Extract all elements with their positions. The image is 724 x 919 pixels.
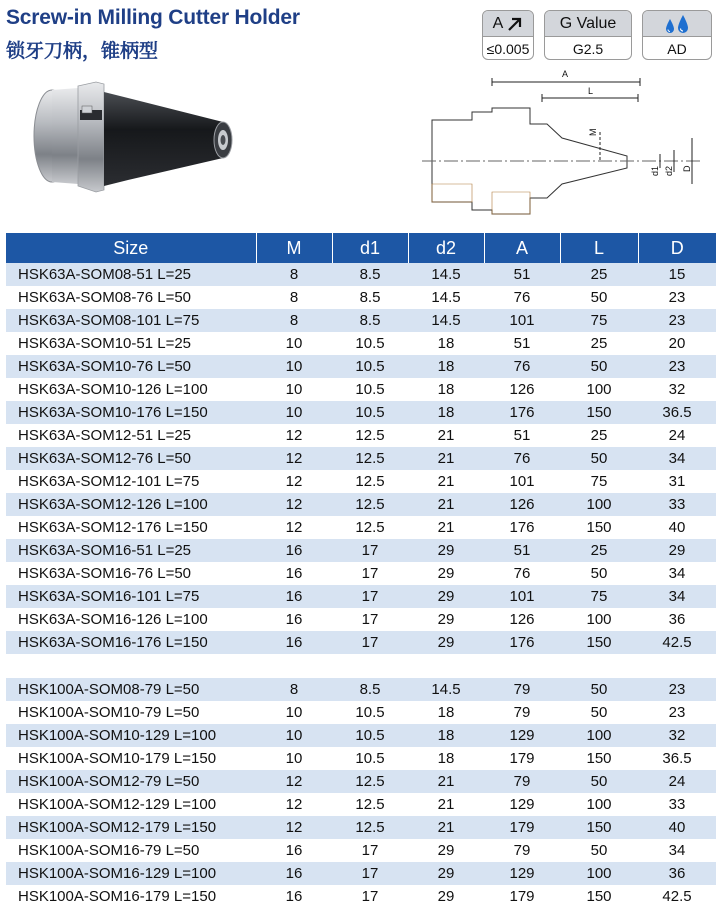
table-cell-m: 16 bbox=[256, 631, 332, 654]
table-cell-size: HSK63A-SOM12-126 L=100 bbox=[6, 493, 256, 516]
table-cell-size: HSK100A-SOM10-179 L=150 bbox=[18, 750, 217, 767]
table-row bbox=[6, 816, 716, 839]
table-cell-d: 23 bbox=[638, 355, 716, 378]
table-cell-a: 129 bbox=[484, 724, 560, 747]
table-cell-d1: 10.5 bbox=[355, 750, 385, 767]
table-cell-d1: 17 bbox=[332, 585, 408, 608]
table-row bbox=[6, 793, 716, 816]
table-cell-d1: 17 bbox=[332, 631, 408, 654]
table-cell-d: 20 bbox=[668, 335, 686, 352]
table-cell-a: 126 bbox=[484, 493, 560, 516]
table-cell-a: 79 bbox=[484, 770, 560, 793]
table-cell-d1: 12.5 bbox=[355, 519, 385, 536]
table-cell-d2: 21 bbox=[437, 427, 455, 444]
table-cell-d2: 14.5 bbox=[408, 678, 484, 701]
runout-arrow-icon bbox=[507, 16, 523, 32]
table-cell-d1: 10.5 bbox=[332, 355, 408, 378]
table-cell-size: HSK63A-SOM10-126 L=100 bbox=[18, 381, 208, 398]
table-cell-a: 126 bbox=[509, 611, 535, 628]
table-cell-size: HSK63A-SOM08-101 L=75 bbox=[6, 309, 256, 332]
table-cell-d1: 17 bbox=[361, 842, 379, 859]
table-cell-d: 36 bbox=[668, 611, 686, 628]
table-cell-m: 12 bbox=[256, 816, 332, 839]
table-cell-d: 23 bbox=[638, 309, 716, 332]
table-cell-a: 79 bbox=[484, 678, 560, 701]
table-cell-size: HSK63A-SOM12-101 L=75 bbox=[18, 473, 200, 490]
table-cell-m: 12 bbox=[285, 796, 303, 813]
table-cell-d: 42.5 bbox=[662, 888, 692, 905]
table-row bbox=[6, 286, 716, 309]
table-cell-d2: 29 bbox=[408, 585, 484, 608]
table-cell-d: 36.5 bbox=[662, 750, 692, 767]
spec-balance bbox=[544, 10, 632, 60]
table-cell-d: 34 bbox=[638, 585, 716, 608]
table-cell-l: 100 bbox=[586, 381, 612, 398]
drawing-label-a: A bbox=[562, 69, 569, 79]
table-cell-d2: 18 bbox=[408, 355, 484, 378]
table-cell-a: 176 bbox=[484, 401, 560, 424]
table-cell-size: HSK63A-SOM10-76 L=50 bbox=[6, 355, 256, 378]
table-cell-d1: 12.5 bbox=[332, 447, 408, 470]
table-cell-a: 101 bbox=[484, 585, 560, 608]
table-cell-d1: 12.5 bbox=[332, 493, 408, 516]
table-row bbox=[6, 355, 716, 378]
table-cell-d2: 14.5 bbox=[408, 263, 484, 286]
table-cell-size: HSK63A-SOM12-51 L=25 bbox=[18, 427, 192, 444]
table-cell-a: 179 bbox=[484, 816, 560, 839]
table-cell-l: 25 bbox=[590, 335, 608, 352]
table-cell-l: 150 bbox=[586, 888, 612, 905]
table-cell-l: 150 bbox=[560, 401, 638, 424]
drawing-label-d: D bbox=[682, 165, 692, 172]
table-row bbox=[6, 839, 716, 862]
table-cell-a: 176 bbox=[509, 519, 535, 536]
table-cell-size: HSK63A-SOM12-76 L=50 bbox=[6, 447, 256, 470]
table-cell-l: 150 bbox=[586, 750, 612, 767]
table-cell-l: 25 bbox=[560, 539, 638, 562]
table-row bbox=[6, 701, 716, 724]
table-cell-size: HSK63A-SOM10-176 L=150 bbox=[6, 401, 256, 424]
table-cell-a: 179 bbox=[509, 750, 535, 767]
table-cell-l: 150 bbox=[560, 631, 638, 654]
table-cell-a: 79 bbox=[513, 842, 531, 859]
table-row bbox=[6, 470, 716, 493]
table-cell-d2: 21 bbox=[437, 473, 455, 490]
table-row bbox=[6, 401, 716, 424]
table-cell-size: HSK63A-SOM16-101 L=75 bbox=[6, 585, 256, 608]
table-cell-d: 36.5 bbox=[638, 401, 716, 424]
table-cell-d1: 12.5 bbox=[332, 816, 408, 839]
table-cell-m: 12 bbox=[285, 427, 303, 444]
table-cell-d: 33 bbox=[638, 493, 716, 516]
table-body bbox=[6, 263, 716, 908]
table-cell-d2: 29 bbox=[437, 842, 455, 859]
table-cell-d: 40 bbox=[638, 816, 716, 839]
table-cell-l: 100 bbox=[586, 796, 612, 813]
table-row bbox=[6, 747, 716, 770]
table-cell-m: 12 bbox=[285, 473, 303, 490]
table-cell-d: 32 bbox=[638, 724, 716, 747]
table-cell-a: 126 bbox=[509, 381, 535, 398]
table-cell-a: 51 bbox=[513, 335, 531, 352]
table-cell-d2: 14.5 bbox=[431, 289, 461, 306]
table-row bbox=[6, 770, 716, 793]
table-cell-d2: 29 bbox=[408, 539, 484, 562]
table-cell-d: 42.5 bbox=[638, 631, 716, 654]
table-cell-d: 33 bbox=[668, 796, 686, 813]
table-cell-d1: 17 bbox=[332, 539, 408, 562]
table-cell-d2: 18 bbox=[437, 704, 455, 721]
table-cell-l: 75 bbox=[560, 309, 638, 332]
table-cell-d1: 12.5 bbox=[332, 770, 408, 793]
table-row bbox=[6, 447, 716, 470]
table-cell-size: HSK100A-SOM12-179 L=150 bbox=[6, 816, 256, 839]
column-header-m: M bbox=[256, 233, 332, 263]
table-cell-d2: 18 bbox=[408, 401, 484, 424]
table-cell-size: HSK100A-SOM12-79 L=50 bbox=[6, 770, 256, 793]
table-cell-l: 50 bbox=[590, 289, 608, 306]
page-title: Screw-in Milling Cutter Holder bbox=[6, 6, 300, 29]
table-cell-size: HSK63A-SOM12-176 L=150 bbox=[18, 519, 208, 536]
table-cell-d2: 18 bbox=[408, 724, 484, 747]
table-cell-d1: 8.5 bbox=[359, 289, 381, 306]
table-cell-d: 32 bbox=[668, 381, 686, 398]
table-cell-d2: 29 bbox=[408, 862, 484, 885]
column-header-a: A bbox=[484, 233, 560, 263]
table-cell-size: HSK63A-SOM10-51 L=25 bbox=[18, 335, 192, 352]
table-row bbox=[6, 516, 716, 539]
table-row bbox=[6, 724, 716, 747]
table-cell-l: 50 bbox=[560, 678, 638, 701]
table-cell-size: HSK100A-SOM16-79 L=50 bbox=[18, 842, 200, 859]
table-cell-a: 76 bbox=[513, 565, 531, 582]
table-row bbox=[6, 862, 716, 885]
table-cell-m: 10 bbox=[285, 335, 303, 352]
table-cell-a: 76 bbox=[484, 447, 560, 470]
table-cell-m: 8 bbox=[256, 263, 332, 286]
table-cell-l: 100 bbox=[586, 611, 612, 628]
separator-cell bbox=[6, 654, 716, 678]
table-cell-d1: 12.5 bbox=[355, 796, 385, 813]
table-cell-size: HSK63A-SOM16-126 L=100 bbox=[18, 611, 208, 628]
spec-runout-label: A bbox=[492, 14, 504, 32]
table-cell-d2: 29 bbox=[437, 611, 455, 628]
table-cell-d: 24 bbox=[638, 770, 716, 793]
table-cell-d2: 18 bbox=[437, 335, 455, 352]
table-cell-size: HSK63A-SOM08-76 L=50 bbox=[18, 289, 192, 306]
table-cell-l: 75 bbox=[590, 473, 608, 490]
table-cell-d1: 10.5 bbox=[332, 724, 408, 747]
table-cell-d1: 10.5 bbox=[355, 381, 385, 398]
coolant-drops-icon bbox=[665, 14, 689, 34]
spec-balance-value: G2.5 bbox=[572, 40, 604, 57]
table-cell-l: 50 bbox=[560, 770, 638, 793]
table-cell-l: 25 bbox=[590, 427, 608, 444]
table-cell-d1: 12.5 bbox=[355, 427, 385, 444]
table-cell-size: HSK100A-SOM10-79 L=50 bbox=[18, 704, 200, 721]
spec-runout-header bbox=[483, 11, 533, 37]
table-cell-d1: 17 bbox=[361, 565, 379, 582]
table-cell-m: 10 bbox=[285, 704, 303, 721]
table-cell-d2: 29 bbox=[408, 631, 484, 654]
table-cell-size: HSK63A-SOM16-51 L=25 bbox=[6, 539, 256, 562]
table-cell-m: 8 bbox=[256, 678, 332, 701]
table-cell-d1: 10.5 bbox=[355, 335, 385, 352]
table-row bbox=[6, 424, 716, 447]
drawing-label-l: L bbox=[588, 86, 594, 96]
table-cell-m: 10 bbox=[256, 724, 332, 747]
table-cell-d: 23 bbox=[638, 678, 716, 701]
table-cell-a: 129 bbox=[509, 796, 535, 813]
product-photo bbox=[18, 76, 250, 206]
table-row bbox=[6, 585, 716, 608]
table-row bbox=[6, 378, 716, 401]
table-row bbox=[6, 493, 716, 516]
table-cell-m: 10 bbox=[285, 750, 303, 767]
table-cell-d1: 17 bbox=[361, 611, 379, 628]
table-row bbox=[6, 608, 716, 631]
table-cell-a: 51 bbox=[484, 539, 560, 562]
table-cell-d: 31 bbox=[668, 473, 686, 490]
table-cell-l: 25 bbox=[560, 263, 638, 286]
table-cell-d1: 12.5 bbox=[355, 473, 385, 490]
table-cell-a: 76 bbox=[513, 289, 531, 306]
table-cell-m: 12 bbox=[256, 493, 332, 516]
table-cell-d1: 17 bbox=[361, 888, 379, 905]
table-cell-d: 34 bbox=[668, 565, 686, 582]
table-cell-m: 16 bbox=[285, 611, 303, 628]
table-header-row bbox=[6, 233, 716, 263]
table-cell-m: 10 bbox=[256, 401, 332, 424]
table-cell-d: 36 bbox=[638, 862, 716, 885]
drawing-label-d1: d1 bbox=[650, 165, 660, 176]
table-cell-d: 23 bbox=[668, 289, 686, 306]
table-cell-l: 50 bbox=[590, 842, 608, 859]
table-cell-l: 100 bbox=[560, 862, 638, 885]
table-cell-d: 15 bbox=[638, 263, 716, 286]
column-header-l: L bbox=[560, 233, 638, 263]
table-cell-l: 75 bbox=[560, 585, 638, 608]
table-cell-d2: 21 bbox=[408, 816, 484, 839]
table-cell-l: 50 bbox=[590, 565, 608, 582]
table-cell-a: 101 bbox=[509, 473, 535, 490]
table-cell-m: 8 bbox=[289, 289, 299, 306]
table-group-separator bbox=[6, 654, 716, 678]
table-cell-m: 12 bbox=[256, 770, 332, 793]
table-row bbox=[6, 309, 716, 332]
technical-drawing bbox=[412, 64, 712, 224]
table-cell-m: 16 bbox=[256, 862, 332, 885]
table-cell-d2: 14.5 bbox=[408, 309, 484, 332]
table-cell-m: 12 bbox=[285, 519, 303, 536]
column-header-size: Size bbox=[6, 233, 256, 263]
table-cell-a: 79 bbox=[513, 704, 531, 721]
table-cell-size: HSK100A-SOM16-179 L=150 bbox=[18, 888, 217, 905]
table-row bbox=[6, 678, 716, 701]
drawing-label-d2: d2 bbox=[664, 165, 674, 176]
table-cell-d1: 10.5 bbox=[332, 401, 408, 424]
table-cell-size: HSK100A-SOM10-129 L=100 bbox=[6, 724, 256, 747]
table-cell-d: 23 bbox=[668, 704, 686, 721]
table-cell-m: 10 bbox=[256, 355, 332, 378]
table-row bbox=[6, 539, 716, 562]
table-cell-l: 150 bbox=[586, 519, 612, 536]
table-cell-d2: 21 bbox=[408, 770, 484, 793]
table-cell-m: 16 bbox=[256, 539, 332, 562]
drawing-label-m: M bbox=[588, 128, 598, 136]
table-cell-a: 176 bbox=[484, 631, 560, 654]
table-row bbox=[6, 562, 716, 585]
table-cell-size: HSK63A-SOM08-51 L=25 bbox=[6, 263, 256, 286]
table-cell-m: 12 bbox=[256, 447, 332, 470]
table-cell-a: 76 bbox=[484, 355, 560, 378]
spec-balance-label: G Value bbox=[559, 14, 617, 32]
table-cell-m: 16 bbox=[256, 585, 332, 608]
table-cell-l: 50 bbox=[560, 355, 638, 378]
table-cell-d: 34 bbox=[668, 842, 686, 859]
column-header-d2: d2 bbox=[408, 233, 484, 263]
table-cell-size: HSK100A-SOM08-79 L=50 bbox=[6, 678, 256, 701]
table-cell-d2: 21 bbox=[408, 493, 484, 516]
table-cell-m: 8 bbox=[256, 309, 332, 332]
table-cell-d: 40 bbox=[668, 519, 686, 536]
table-cell-m: 10 bbox=[285, 381, 303, 398]
table-cell-d2: 21 bbox=[437, 796, 455, 813]
table-cell-d: 24 bbox=[668, 427, 686, 444]
table-cell-a: 129 bbox=[484, 862, 560, 885]
table-cell-a: 51 bbox=[513, 427, 531, 444]
table-cell-d1: 8.5 bbox=[332, 263, 408, 286]
table-cell-d2: 18 bbox=[437, 381, 455, 398]
table-cell-size: HSK63A-SOM16-176 L=150 bbox=[6, 631, 256, 654]
table-cell-d2: 21 bbox=[408, 447, 484, 470]
table-cell-d1: 8.5 bbox=[332, 678, 408, 701]
table-row bbox=[6, 885, 716, 908]
table-cell-l: 50 bbox=[560, 447, 638, 470]
table-cell-l: 50 bbox=[590, 704, 608, 721]
table-cell-d: 34 bbox=[638, 447, 716, 470]
table-cell-m: 16 bbox=[285, 842, 303, 859]
table-row bbox=[6, 263, 716, 286]
table-cell-size: HSK100A-SOM16-129 L=100 bbox=[6, 862, 256, 885]
table-cell-d2: 21 bbox=[437, 519, 455, 536]
spec-table bbox=[6, 233, 716, 908]
spec-runout-value: ≤0.005 bbox=[486, 40, 530, 57]
table-cell-d1: 8.5 bbox=[332, 309, 408, 332]
table-cell-a: 51 bbox=[484, 263, 560, 286]
table-row bbox=[6, 332, 716, 355]
table-cell-m: 16 bbox=[285, 888, 303, 905]
table-cell-d2: 18 bbox=[437, 750, 455, 767]
table-cell-l: 100 bbox=[560, 493, 638, 516]
table-cell-l: 150 bbox=[560, 816, 638, 839]
column-header-d1: d1 bbox=[332, 233, 408, 263]
table-cell-d2: 29 bbox=[437, 888, 455, 905]
page-subtitle: 锁牙刀柄，锥柄型 bbox=[6, 40, 159, 62]
table-cell-m: 16 bbox=[285, 565, 303, 582]
table-cell-a: 179 bbox=[509, 888, 535, 905]
spec-runout bbox=[482, 10, 534, 60]
spec-coolant bbox=[642, 10, 712, 60]
table-cell-size: HSK63A-SOM16-76 L=50 bbox=[18, 565, 192, 582]
table-row bbox=[6, 631, 716, 654]
table-cell-l: 100 bbox=[560, 724, 638, 747]
table-cell-a: 101 bbox=[484, 309, 560, 332]
table-cell-d1: 17 bbox=[332, 862, 408, 885]
table-cell-size: HSK100A-SOM12-129 L=100 bbox=[18, 796, 217, 813]
spec-coolant-value: AD bbox=[667, 40, 687, 57]
spec-coolant-header bbox=[643, 11, 711, 37]
column-header-d: D bbox=[638, 233, 716, 263]
table-cell-d1: 10.5 bbox=[355, 704, 385, 721]
spec-balance-header bbox=[545, 11, 631, 37]
table-cell-d: 29 bbox=[638, 539, 716, 562]
table-cell-d2: 29 bbox=[437, 565, 455, 582]
